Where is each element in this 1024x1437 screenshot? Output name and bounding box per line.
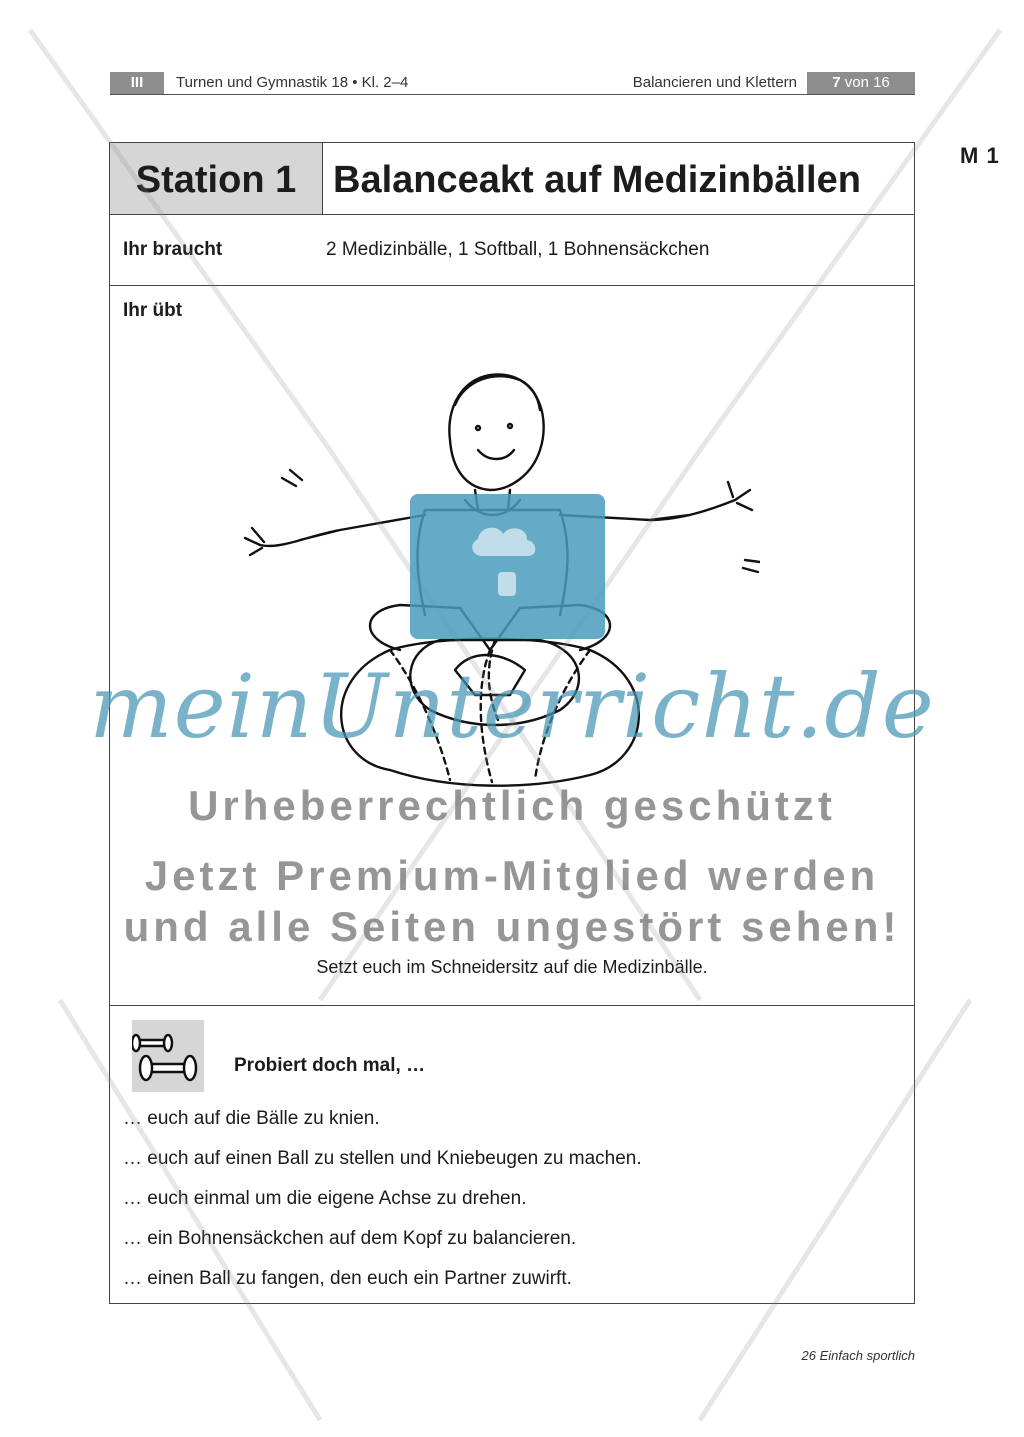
page-header: [110, 72, 915, 95]
volume-badge: III: [110, 72, 164, 94]
watermark-premium-cta: Jetzt Premium-Mitglied werden: [144, 852, 880, 899]
station-label: Station 1: [110, 143, 323, 214]
section-divider: [110, 1005, 914, 1006]
station-title: Balanceakt auf Medizinbällen: [333, 159, 861, 201]
series-title: Turnen und Gymnastik 18 • Kl. 2–4: [176, 74, 409, 91]
watermark-brand: meinUnterricht.de: [89, 655, 935, 758]
watermark-copyright: Urheberrechtlich geschützt: [188, 782, 836, 829]
practice-caption: Setzt euch im Schneidersitz auf die Medizinbälle.: [316, 957, 708, 977]
materials-value: 2 Medizinbälle, 1 Softball, 1 Bohnensäckchen: [326, 239, 710, 260]
tips-title: Probiert doch mal, …: [234, 1055, 426, 1076]
watermark-premium-cta-2: und alle Seiten ungestört sehen!: [123, 903, 901, 950]
page-footer: 26 Einfach sportlich: [801, 1348, 915, 1363]
list-item: … euch auf die Bälle zu knien.: [123, 1108, 380, 1129]
practice-label: Ihr übt: [123, 300, 183, 321]
dumbbell-icon: [132, 1020, 204, 1092]
list-item: … euch auf einen Ball zu stellen und Kniebeugen zu machen.: [123, 1148, 642, 1169]
title-row: [110, 143, 914, 215]
page-number: [807, 72, 915, 94]
material-tag: M 1: [960, 143, 1000, 168]
list-item: … euch einmal um die eigene Achse zu drehen.: [123, 1188, 527, 1209]
list-item: … ein Bohnensäckchen auf dem Kopf zu balancieren.: [123, 1228, 577, 1249]
section-title: Balancieren und Klettern: [632, 74, 797, 91]
tips-list: [123, 1107, 642, 1307]
materials-row: [110, 215, 914, 286]
page-current: 7: [832, 74, 841, 91]
watermark-briefcase-logo: [410, 494, 605, 644]
list-item: … einen Ball zu fangen, den euch ein Partner zuwirft.: [123, 1268, 572, 1289]
page-total: von 16: [844, 74, 890, 91]
materials-label: Ihr braucht: [123, 239, 223, 260]
